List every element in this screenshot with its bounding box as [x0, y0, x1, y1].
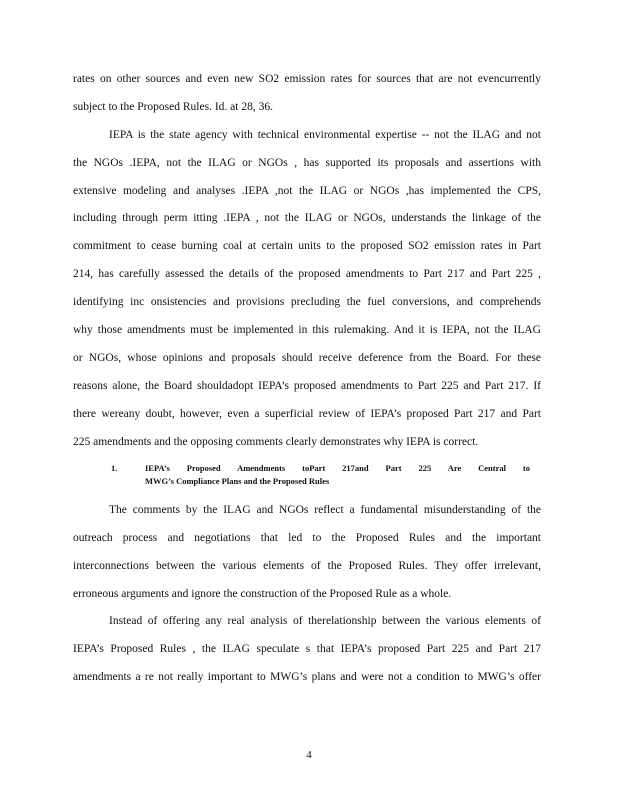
- text-line: amendments a re not really important to MWG’s plans and were not a condition to MWG’s offer: [73, 671, 541, 683]
- text-line: or NGOs, whose opinions and proposals should receive deference from the Board. For these: [73, 352, 541, 364]
- text-line: Instead of offering any real analysis of therelationship between the various elements of: [109, 615, 541, 627]
- section-number: 1.: [111, 463, 118, 473]
- section-heading-line: IEPA’s Proposed Amendments toPart 217and Part 225 Are Central to: [145, 463, 530, 473]
- page-number: 4: [306, 749, 312, 761]
- text-line: outreach process and negotiations that led to the Proposed Rules and the important: [73, 532, 541, 544]
- text-line: rates on other sources and even new SO2 emission rates for sources that are not evencurrently: [73, 73, 541, 85]
- text-line: IEPA is the state agency with technical environmental expertise -- not the ILAG and not: [109, 129, 541, 141]
- text-line: identifying inc onsistencies and provisions precluding the fuel conversions, and comprehends: [73, 296, 541, 308]
- text-line: erroneous arguments and ignore the construction of the Proposed Rule as a whole.: [73, 588, 452, 600]
- section-heading-line: MWG’s Compliance Plans and the Proposed Rules: [145, 476, 330, 486]
- text-line: 225 amendments and the opposing comments clearly demonstrates why IEPA is correct.: [73, 436, 479, 448]
- text-line: there wereany doubt, however, even a superficial review of IEPA’s proposed Part 217 and Part: [73, 408, 541, 420]
- text-line: including through perm itting .IEPA , not the ILAG or NGOs, understands the linkage of the: [73, 212, 541, 224]
- text-line: 214, has carefully assessed the details of the proposed amendments to Part 217 and Part 225 ,: [73, 268, 541, 280]
- text-line: IEPA’s Proposed Rules , the ILAG speculate s that IEPA’s proposed Part 225 and Part 217: [73, 643, 541, 655]
- text-line: the NGOs .IEPA, not the ILAG or NGOs , has supported its proposals and assertions with: [73, 157, 541, 169]
- text-line: extensive modeling and analyses .IEPA ,not the ILAG or NGOs ,has implemented the CPS,: [73, 185, 541, 197]
- text-line: reasons alone, the Board shouldadopt IEPA’s proposed amendments to Part 225 and Part 217. If: [73, 380, 541, 392]
- text-line: subject to the Proposed Rules. Id. at 28, 36.: [73, 101, 273, 113]
- text-line: why those amendments must be implemented in this rulemaking. And it is IEPA, not the ILAG: [73, 324, 541, 336]
- text-line: commitment to cease burning coal at certain units to the proposed SO2 emission rates in Part: [73, 240, 541, 252]
- text-line: interconnections between the various elements of the Proposed Rules. They offer irrelevant,: [73, 560, 541, 572]
- text-line: The comments by the ILAG and NGOs reflect a fundamental misunderstanding of the: [109, 504, 541, 516]
